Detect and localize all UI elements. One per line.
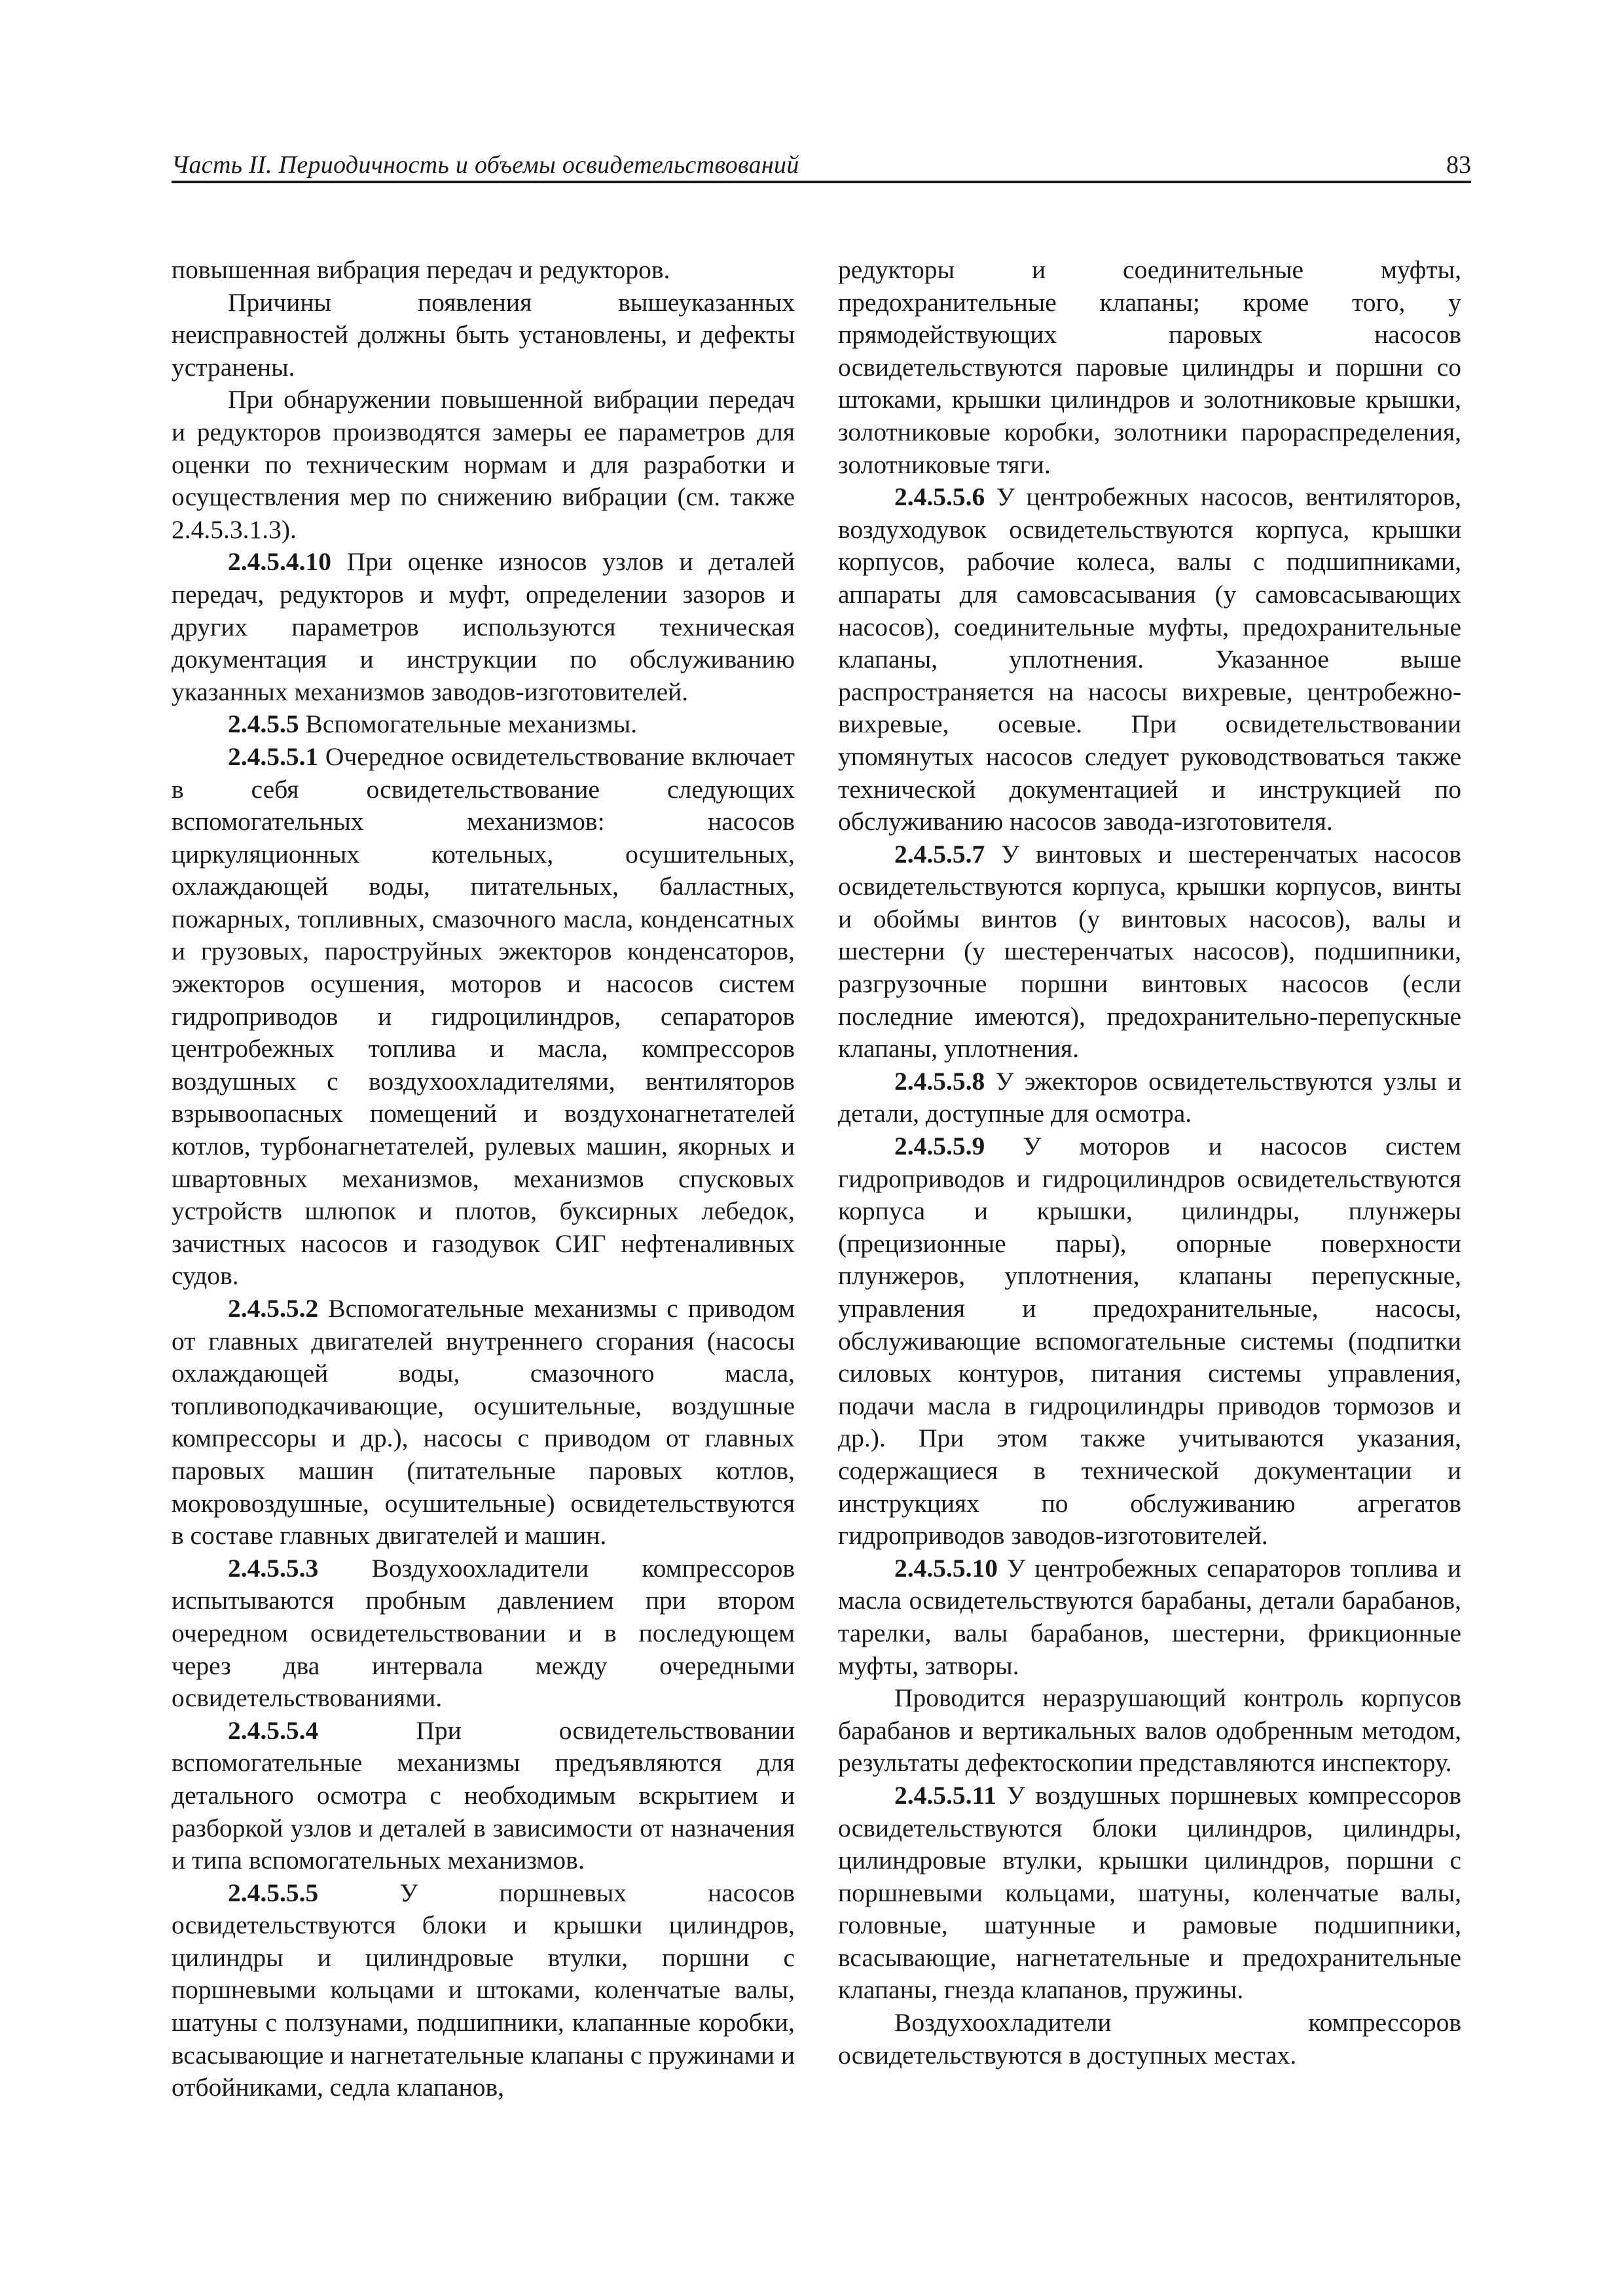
right-column [838,254,1461,2072]
paragraph-text: При обнаружении повышенной вибрации передач и редукторов производятся замеры ее параметров для оценки по техническим нормам и для разработки и осуществления мер по снижению вибрации (см. также 2.4.5.3.1.3). [172,385,795,544]
clause-number: 2.4.5.5.2 [228,1294,319,1323]
clause-number: 2.4.5.5.6 [894,482,985,512]
paragraph-right-1 [838,481,1461,838]
paragraph-text: редукторы и соединительные муфты, предохранительные клапаны; кроме того, у прямодействующих паровых насосов освидетельствуются паровые цилиндры и поршни со штоками, крышки цилиндров и золотниковые крышки, золотниковые коробки, золотники парораспределения, золотниковые тяги. [838,255,1461,479]
paragraph-text: Причины появления вышеуказанных неисправностей должны быть установлены, и дефекты устранены. [172,287,795,382]
paragraph-text: повышенная вибрация передач и редукторов. [172,255,670,284]
paragraph-text: У центробежных насосов, вентиляторов, воздуходувок освидетельствуются корпуса, крышки корпусов, рабочие колеса, валы с подшипниками, аппараты для самовсасывания (у самовсасывающих насосов), соединительные муфты, предохранительные клапаны, уплотнения. Указанное выше распространяется на насосы вихревые, центробежно-вихревые, осевые. При освидетельствовании упомянутых насосов следует руководствоваться также технической документацией и инструкцией по обслуживанию насосов завода-изготовителя. [838,482,1461,836]
paragraph-left-2 [172,384,795,546]
paragraph-text: У моторов и насосов систем гидроприводов и гидроцилиндров освидетельствуются корпуса и крышки, цилиндры, плунжеры (прецизионные пары), опорные поверхности плунжеров, уплотнения, клапаны перепускные, управления и предохранительные, насосы, обслуживающие вспомогательные системы (подпитки силовых контуров, питания системы управления, подачи масла в гидроцилиндры приводов тормозов и др.). При этом также учитываются указания, содержащиеся в технической документации и инструкциях по обслуживанию агрегатов гидроприводов заводов-изготовителей. [838,1132,1461,1551]
paragraph-text: У винтовых и шестеренчатых насосов освидетельствуются корпуса, крышки корпусов, винты и обоймы винтов (у винтовых насосов), валы и шестерни (у шестеренчатых насосов), подшипники, разгрузочные поршни винтовых насосов (если последние имеются), предохранительно-перепускные клапаны, уплотнения. [838,839,1461,1064]
paragraph-right-5 [838,1552,1461,1682]
running-header [172,149,1471,183]
paragraph-left-4 [172,708,795,741]
clause-number: 2.4.5.5.9 [894,1132,985,1161]
clause-number: 2.4.5.5.3 [228,1553,319,1583]
paragraph-left-8 [172,1715,795,1877]
clause-number: 2.4.5.5.4 [228,1715,319,1745]
paragraph-text: При оценке износов узлов и деталей передач, редукторов и муфт, определении зазоров и других параметров используются техническая документация и инструкции по обслуживанию указанных механизмов заводов-изготовителей. [172,547,795,706]
paragraph-text: Вспомогательные механизмы с приводом от главных двигателей внутреннего сгорания (насосы охлаждающей воды, смазочного масла, топливоподкачивающие, осушительные, воздушные компрессоры и др.), насосы с приводом от главных паровых машин (питательные паровых котлов, мокровоздушные, осушительные) освидетельствуются в составе главных двигателей и машин. [172,1294,795,1551]
header-title: Часть II. Периодичность и объемы освидетельствований [172,151,799,179]
paragraph-right-2 [838,838,1461,1066]
paragraph-right-0 [838,254,1461,481]
clause-number: 2.4.5.5.1 [228,742,319,771]
clause-number: 2.4.5.5.8 [894,1066,985,1096]
paragraph-left-3 [172,546,795,708]
paragraph-left-6 [172,1293,795,1552]
paragraph-text: При освидетельствовании вспомогательные механизмы предъявляются для детального осмотра с необходимым вскрытием и разборкой узлов и деталей в зависимости от назначения и типа вспомогательных механизмов. [172,1715,795,1875]
paragraph-text: Вспомогательные механизмы. [299,709,638,739]
clause-number: 2.4.5.5 [228,709,299,739]
paragraph-text: Воздухоохладители компрессоров освидетельствуются в доступных местах. [838,2008,1461,2070]
paragraph-left-7 [172,1552,795,1715]
left-column [172,254,795,2104]
paragraph-text: У эжекторов освидетельствуются узлы и детали, доступные для осмотра. [838,1066,1461,1128]
paragraph-left-0 [172,254,795,287]
paragraph-text: У центробежных сепараторов топлива и масла освидетельствуются барабаны, детали барабанов, тарелки, валы барабанов, шестерни, фрикционные муфты, затворы. [838,1553,1461,1680]
paragraph-text: У воздушных поршневых компрессоров освидетельствуются блоки цилиндров, цилиндры, цилиндровые втулки, крышки цилиндров, поршни с поршневыми кольцами, шатуны, коленчатые валы, головные, шатунные и рамовые подшипники, всасывающие, нагнетательные и предохранительные клапаны, гнезда клапанов, пружины. [838,1780,1461,2005]
clause-number: 2.4.5.5.10 [894,1553,998,1583]
paragraph-right-7 [838,1780,1461,2007]
paragraph-right-3 [838,1066,1461,1130]
paragraph-left-1 [172,287,795,384]
paragraph-left-5 [172,741,795,1293]
clause-number: 2.4.5.5.11 [894,1780,996,1810]
paragraph-left-9 [172,1877,795,2104]
paragraph-text: Проводится неразрушающий контроль корпусов барабанов и вертикальных валов одобренным методом, результаты дефектоскопии представляются инспектору. [838,1683,1461,1778]
page-number: 83 [1446,151,1471,179]
clause-number: 2.4.5.5.7 [894,839,985,869]
clause-number: 2.4.5.4.10 [228,547,331,577]
clause-number: 2.4.5.5.5 [228,1878,319,1907]
paragraph-right-8 [838,2007,1461,2072]
paragraph-text: Очередное освидетельствование включает в себя освидетельствование следующих вспомогательных механизмов: насосов циркуляционных котельных, осушительных, охлаждающей воды, питательных, балластных, пожарных, топливных, смазочного масла, конденсатных и грузовых, пароструйных эжекторов конденсаторов, эжекторов осушения, моторов и насосов систем гидроприводов и гидроцилиндров, сепараторов центробежных топлива и масла, компрессоров воздушных с воздухоохладителями, вентиляторов взрывоопасных помещений и воздухонагнетателей котлов, турбонагнетателей, рулевых машин, якорных и швартовных механизмов, механизмов спусковых устройств шлюпок и плотов, буксирных лебедок, зачистных насосов и газодувок СИГ нефтеналивных судов. [172,742,795,1291]
paragraph-right-4 [838,1130,1461,1552]
paragraph-right-6 [838,1682,1461,1780]
paragraph-text: Воздухоохладители компрессоров испытываются пробным давлением при втором очередном освидетельствовании и в последующем через два интервала между очередными освидетельствованиями. [172,1553,795,1713]
paragraph-text: У поршневых насосов освидетельствуются блоки и крышки цилиндров, цилиндры и цилиндровые втулки, поршни с поршневыми кольцами и штоками, коленчатые валы, шатуны с ползунами, подшипники, клапанные коробки, всасывающие и нагнетательные клапаны с пружинами и отбойниками, седла клапанов, [172,1878,795,2102]
